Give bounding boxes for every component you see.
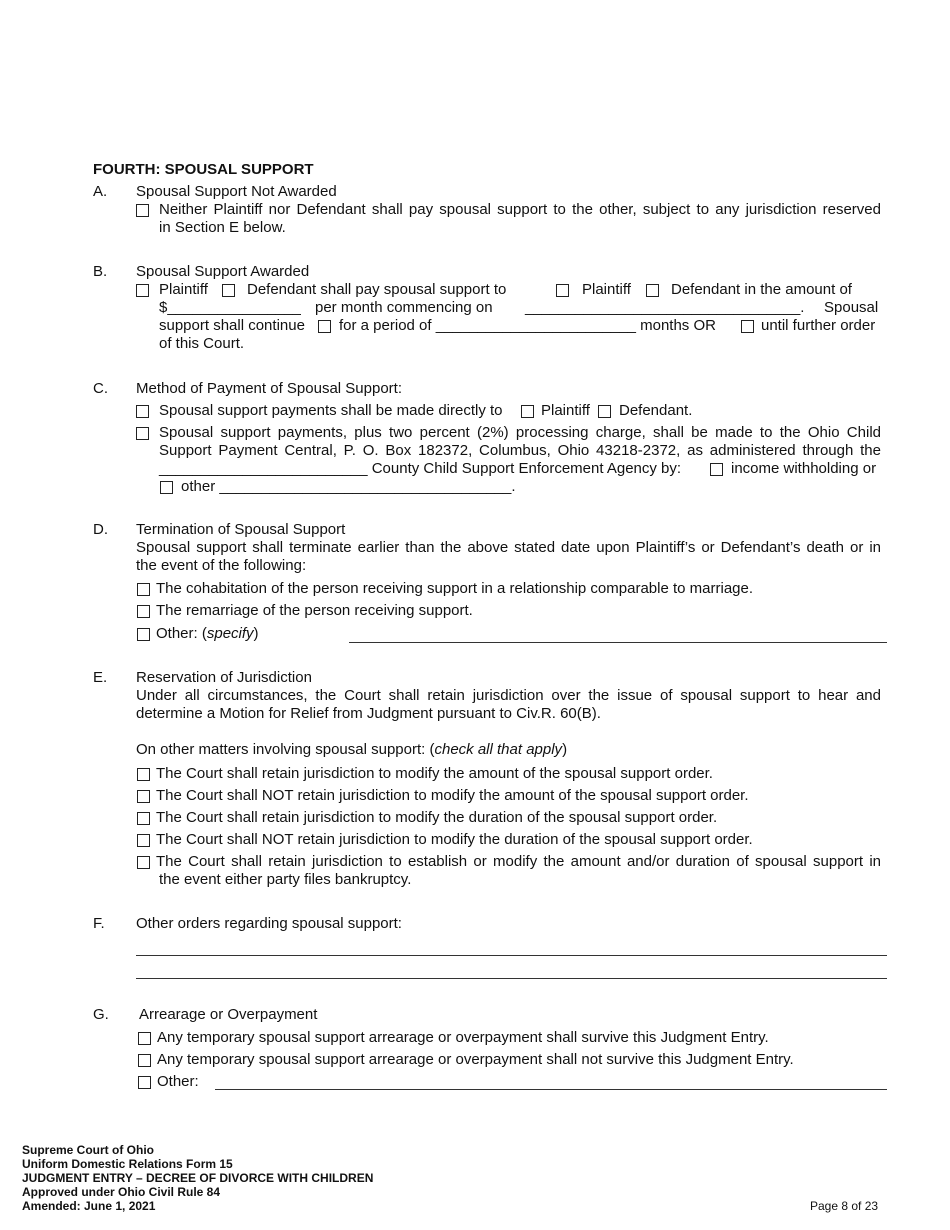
e-opt1-checkbox[interactable]	[137, 766, 150, 784]
section-a-letter: A.	[93, 183, 108, 200]
section-b-letter: B.	[93, 263, 108, 280]
d-cohabitation-text: The cohabitation of the person receiving support in a relationship comparable to marriage.	[156, 580, 754, 597]
c-direct-defendant-checkbox[interactable]	[598, 403, 611, 421]
g-not-survive-text: Any temporary spousal support arrearage or overpayment shall not survive this Judgment Entry.	[157, 1051, 794, 1068]
d-remarriage-checkbox[interactable]	[137, 603, 150, 621]
e-other-matters: On other matters involving spousal support: (check all that apply)	[136, 741, 568, 758]
c-income-withholding-label: income withholding or	[731, 460, 877, 477]
c-other-checkbox[interactable]	[160, 479, 173, 497]
footer-line-5: Amended: June 1, 2021	[22, 1199, 156, 1213]
e-opt2-text: The Court shall NOT retain jurisdiction to modify the amount of the spousal support order.	[156, 787, 749, 804]
section-d-letter: D.	[93, 521, 108, 538]
b-payer-defendant-label: Defendant shall pay spousal support to	[247, 281, 507, 298]
footer-line-3: JUDGMENT ENTRY – DECREE OF DIVORCE WITH CHILDREN	[22, 1171, 374, 1185]
e-paragraph-1: Under all circumstances, the Court shall retain jurisdiction over the issue of spousal support to hear and	[136, 687, 881, 704]
b-payee-defendant-checkbox[interactable]	[646, 282, 659, 300]
g-other-line[interactable]	[215, 1089, 887, 1090]
section-c-heading: Method of Payment of Spousal Support:	[136, 380, 402, 397]
f-line-2[interactable]	[136, 978, 887, 979]
b-court-text: of this Court.	[159, 335, 245, 352]
b-further-order-text: until further order	[761, 317, 876, 334]
b-payer-plaintiff-checkbox[interactable]	[136, 282, 149, 300]
section-f-letter: F.	[93, 915, 105, 932]
g-not-survive-checkbox[interactable]	[138, 1052, 151, 1070]
b-continue-text: support shall continue	[159, 317, 305, 334]
d-other-checkbox[interactable]	[137, 626, 150, 644]
c-central-text-2: Support Payment Central, P. O. Box 182372, Columbus, Ohio 43218-2372, as administered through the	[159, 442, 881, 459]
e-opt3-checkbox[interactable]	[137, 810, 150, 828]
g-other-checkbox[interactable]	[138, 1074, 151, 1092]
e-opt5-text-1: The Court shall retain jurisdiction to establish or modify the amount and/or duration of spousal support in	[156, 853, 881, 870]
d-remarriage-text: The remarriage of the person receiving support.	[156, 602, 473, 619]
c-central-checkbox[interactable]	[136, 425, 149, 443]
d-other-label: Other: (specify)	[156, 625, 259, 642]
f-line-1[interactable]	[136, 955, 887, 956]
section-g-heading: Arrearage or Overpayment	[139, 1006, 318, 1023]
a-neither-text: Neither Plaintiff nor Defendant shall pay spousal support to the other, subject to any jurisdiction reserved	[159, 201, 881, 218]
section-c-letter: C.	[93, 380, 108, 397]
e-opt4-checkbox[interactable]	[137, 832, 150, 850]
e-opt2-checkbox[interactable]	[137, 788, 150, 806]
footer-line-4: Approved under Ohio Civil Rule 84	[22, 1185, 221, 1199]
page-number: Page 8 of 23	[810, 1199, 879, 1213]
c-direct-plaintiff-checkbox[interactable]	[521, 403, 534, 421]
b-further-order-checkbox[interactable]	[741, 318, 754, 336]
c-income-withholding-checkbox[interactable]	[710, 461, 723, 479]
section-d-heading: Termination of Spousal Support	[136, 521, 346, 538]
b-per-month-text: per month commencing on	[315, 299, 493, 316]
section-e-letter: E.	[93, 669, 108, 686]
c-direct-defendant-label: Defendant.	[619, 402, 693, 419]
d-paragraph-2: the event of the following:	[136, 557, 307, 574]
b-payer-plaintiff-label: Plaintiff	[159, 281, 208, 298]
section-g-letter: G.	[93, 1006, 109, 1023]
section-b-heading: Spousal Support Awarded	[136, 263, 310, 280]
c-county-field[interactable]: _________________________ County Child Support Enforcement Agency by:	[159, 460, 682, 477]
b-payee-defendant-label: Defendant in the amount of	[671, 281, 852, 298]
footer-line-2: Uniform Domestic Relations Form 15	[22, 1157, 233, 1171]
section-title: FOURTH: SPOUSAL SUPPORT	[93, 161, 314, 178]
c-direct-checkbox[interactable]	[136, 403, 149, 421]
a-neither-checkbox[interactable]	[136, 202, 149, 220]
c-direct-text: Spousal support payments shall be made directly to	[159, 402, 503, 419]
e-opt4-text: The Court shall NOT retain jurisdiction to modify the duration of the spousal support order.	[156, 831, 753, 848]
b-payee-plaintiff-checkbox[interactable]	[556, 282, 569, 300]
g-other-label: Other:	[157, 1073, 199, 1090]
b-period-text: for a period of ________________________ months OR	[339, 317, 716, 334]
c-other-field[interactable]: other ___________________________________.	[181, 478, 516, 495]
b-period-checkbox[interactable]	[318, 318, 331, 336]
c-direct-plaintiff-label: Plaintiff	[541, 402, 590, 419]
b-payee-plaintiff-label: Plaintiff	[582, 281, 631, 298]
b-payer-defendant-checkbox[interactable]	[222, 282, 235, 300]
b-spousal-text: Spousal	[824, 299, 879, 316]
g-survive-checkbox[interactable]	[138, 1030, 151, 1048]
d-cohabitation-checkbox[interactable]	[137, 581, 150, 599]
e-opt5-checkbox[interactable]	[137, 854, 150, 872]
d-paragraph-1: Spousal support shall terminate earlier than the above stated date upon Plaintiff’s or Defendant’s death or in	[136, 539, 881, 556]
a-neither-text-2: in Section E below.	[159, 219, 286, 236]
g-survive-text: Any temporary spousal support arrearage or overpayment shall survive this Judgment Entry.	[157, 1029, 769, 1046]
e-opt5-text-2: the event either party files bankruptcy.	[159, 871, 412, 888]
e-paragraph-2: determine a Motion for Relief from Judgment pursuant to Civ.R. 60(B).	[136, 705, 601, 722]
d-other-line[interactable]	[349, 642, 887, 643]
footer-line-1: Supreme Court of Ohio	[22, 1143, 154, 1157]
section-e-heading: Reservation of Jurisdiction	[136, 669, 312, 686]
b-amount-field[interactable]: $________________	[159, 299, 301, 316]
e-opt3-text: The Court shall retain jurisdiction to modify the duration of the spousal support order.	[156, 809, 718, 826]
b-commencing-date-field[interactable]: _________________________________.	[525, 299, 805, 316]
section-f-heading: Other orders regarding spousal support:	[136, 915, 402, 932]
section-a-heading: Spousal Support Not Awarded	[136, 183, 337, 200]
c-central-text-1: Spousal support payments, plus two percent (2%) processing charge, shall be made to the Ohio Child	[159, 424, 881, 441]
e-opt1-text: The Court shall retain jurisdiction to modify the amount of the spousal support order.	[156, 765, 713, 782]
